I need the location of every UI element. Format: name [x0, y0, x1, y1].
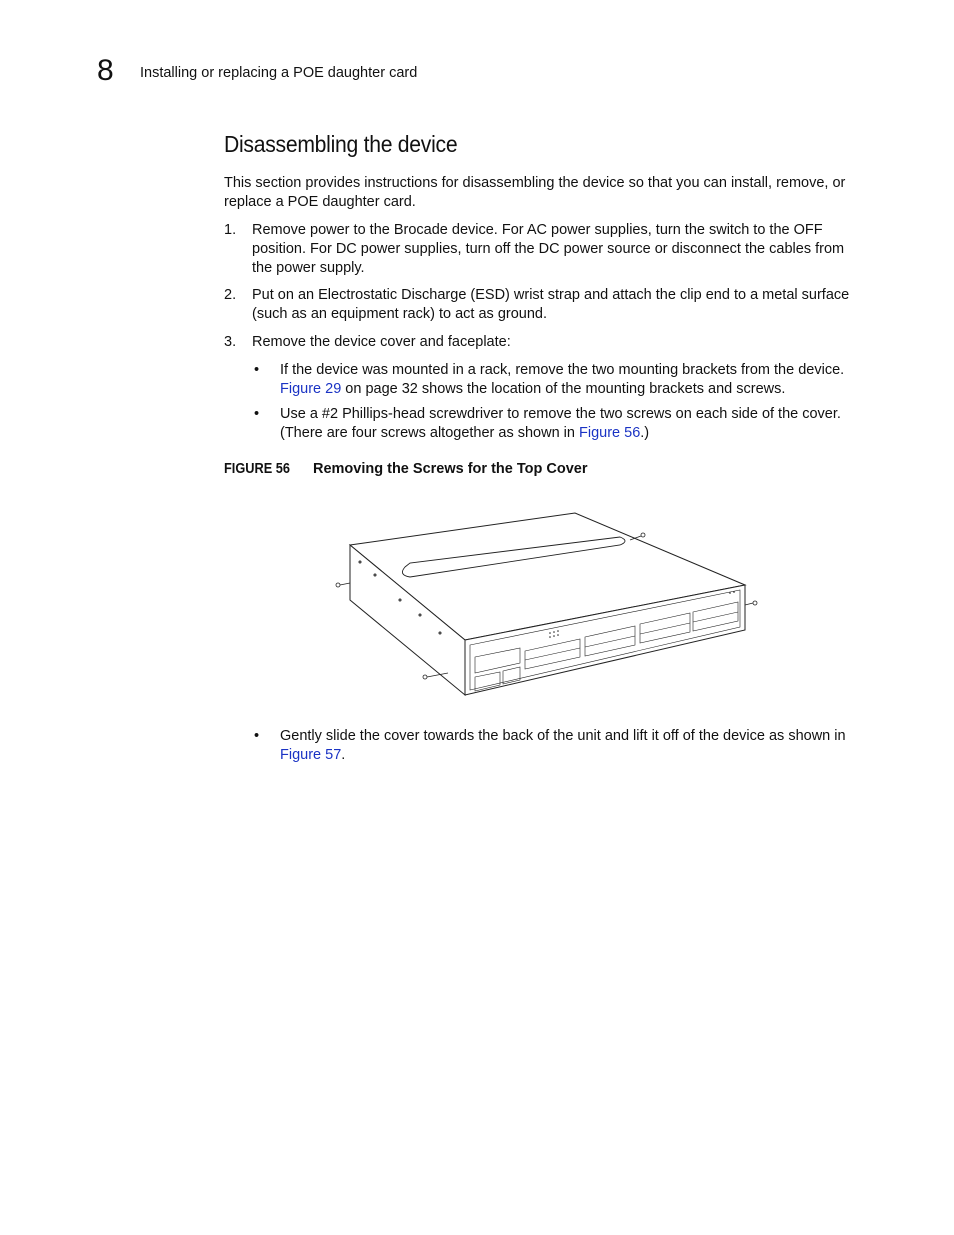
- figure-56-link[interactable]: Figure 56: [579, 425, 641, 441]
- step-text: Remove power to the Brocade device. For AC power supplies, turn the switch to the OFF position. For DC power supplies, turn off the DC power source or disconnect the cables from the power supply.: [252, 222, 845, 276]
- bullet-dot: •: [254, 728, 260, 744]
- device-illustration: [330, 505, 760, 710]
- intro-paragraph: This section provides instructions for disassembling the device so that you can install, remove, or replace a POE daughter card.: [224, 175, 846, 210]
- figure-caption: Removing the Screws for the Top Cover: [313, 461, 588, 477]
- figure-label: FIGURE 56: [224, 461, 290, 477]
- bullet-dot: •: [254, 362, 260, 378]
- bullet-text: If the device was mounted in a rack, remove the two mounting brackets from the device. Figure 29 on page 32 shows the location of the mounting brackets and screws.: [280, 362, 845, 397]
- running-header-title: Installing or replacing a POE daughter card: [140, 65, 418, 81]
- step-number: 3.: [224, 334, 237, 350]
- section-title: Disassembling the device: [224, 131, 458, 157]
- figure-57-link[interactable]: Figure 57: [280, 747, 342, 763]
- step-text: Remove the device cover and faceplate:: [252, 334, 511, 350]
- step-text: Put on an Electrostatic Discharge (ESD) wrist strap and attach the clip end to a metal surface (such as an equipment rack) to act as ground.: [252, 287, 850, 322]
- bullet-text: Gently slide the cover towards the back of the unit and lift it off of the device as shown in Figure 57.: [280, 728, 846, 763]
- chapter-number: 8: [97, 54, 114, 87]
- bullet-text: Use a #2 Phillips-head screwdriver to remove the two screws on each side of the cover. (There are four screws altogether as shown in Figure 56.): [280, 406, 841, 441]
- bullet-dot: •: [254, 406, 260, 422]
- figure-29-link[interactable]: Figure 29: [280, 381, 342, 397]
- step-number: 2.: [224, 287, 237, 303]
- step-number: 1.: [224, 222, 237, 238]
